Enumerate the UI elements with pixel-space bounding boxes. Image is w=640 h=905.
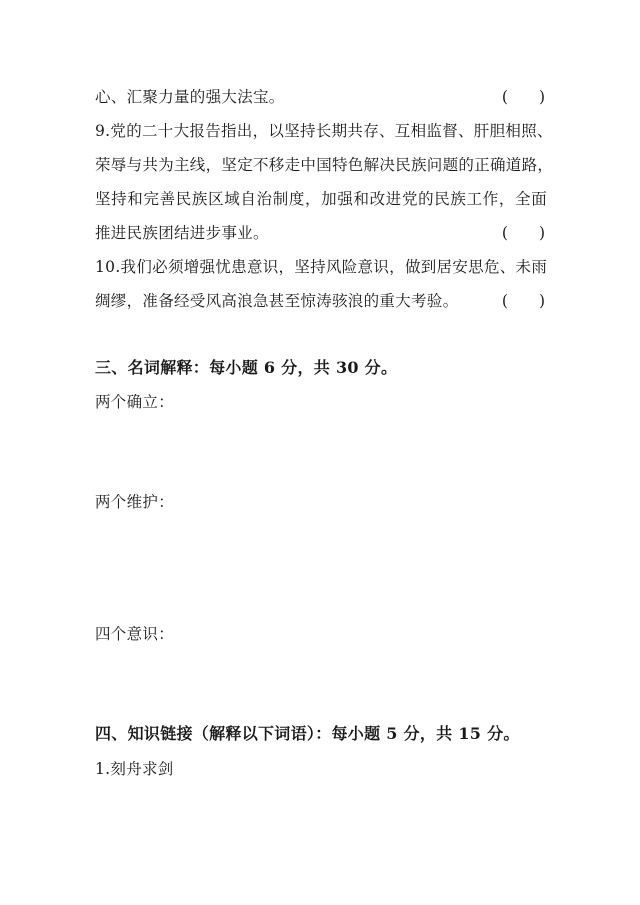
question-9-line-1: 9.党的二十大报告指出，以坚持长期共存、互相监督、肝胆相照、 [95,122,553,140]
question-9-line-2: 荣辱与共为主线，坚定不移走中国特色解决民族问题的正确道路， [95,156,554,174]
question-9-line-3: 坚持和完善民族区域自治制度，加强和改进党的民族工作，全面 [95,190,547,208]
question-10-answer-blank[interactable]: ( ) [501,292,545,310]
term-liangge-queli: 两个确立： [95,393,175,411]
section-3-heading: 三、名词解释：每小题 6 分，共 30 分。 [95,358,398,377]
question-10-line-1: 10.我们必须增强忧患意识，坚持风险意识，做到居安思危、未雨 [95,258,548,276]
question-8-answer-blank[interactable]: ( ) [501,88,545,106]
question-10-line-2: 绸缪，准备经受风高浪急甚至惊涛骇浪的重大考验。 [95,292,459,310]
term-sige-yishi: 四个意识： [95,625,175,643]
question-9-line-4: 推进民族团结进步事业。 [95,224,269,242]
section-4-heading: 四、知识链接（解释以下词语）：每小题 5 分，共 15 分。 [95,724,520,743]
question-9-answer-blank[interactable]: ( ) [501,224,545,242]
question-8-line-1: 心、汇聚力量的强大法宝。 [95,88,285,106]
term-kezhou-qiujian: 1.刻舟求剑 [95,760,174,778]
term-liangge-weihu: 两个维护： [95,493,175,511]
